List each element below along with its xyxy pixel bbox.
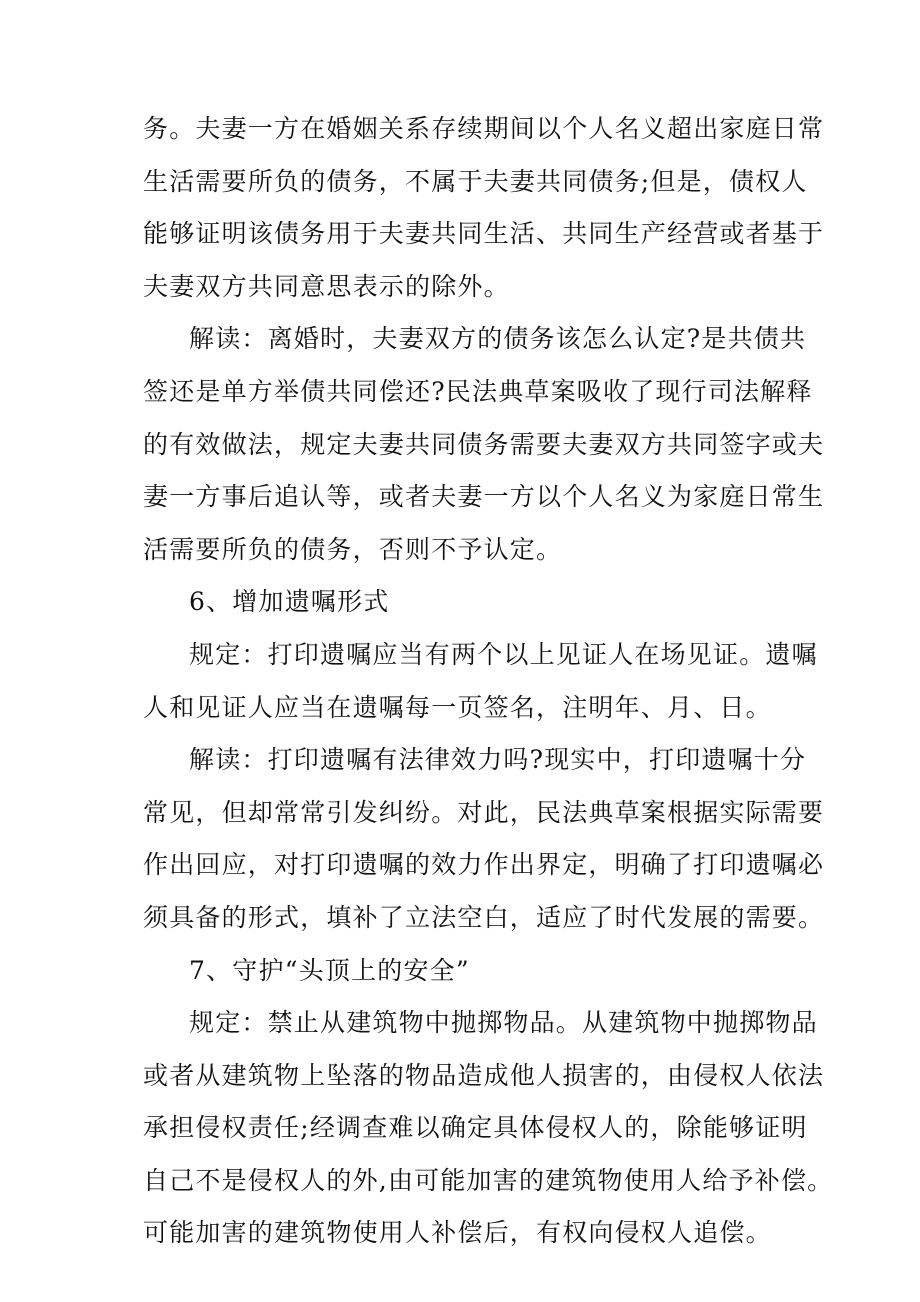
text-line: 妻一方事后追认等，或者夫妻一方以个人名义为家庭日常生 [143,482,825,512]
text-line: 签还是单方举债共同偿还?民法典草案吸收了现行司法解释 [143,376,813,406]
text-line: 须具备的形式，填补了立法空白，适应了时代发展的需要。 [143,902,825,932]
document-body [143,103,834,1260]
section-heading: 6、增加遗嘱形式 [189,587,390,617]
text-line: 自己不是侵权人的外,由可能加害的建筑物使用人给予补偿。 [143,1165,834,1195]
text-line: 承担侵权责任;经调查难以确定具体侵权人的，除能够证明 [143,1113,808,1143]
text-line: 能够证明该债务用于夫妻共同生活、共同生产经营或者基于 [143,219,825,249]
text-line: 人和见证人应当在遗嘱每一页签名，注明年、月、日。 [143,692,772,722]
text-line: 解读：打印遗嘱有法律效力吗?现实中，打印遗嘱十分 [189,745,807,775]
text-line: 规定：禁止从建筑物中抛掷物品。从建筑物中抛掷物品 [189,1008,818,1038]
text-line: 活需要所负的债务，否则不予认定。 [143,534,563,564]
section-heading: 7、守护“头顶上的安全” [189,955,470,985]
text-line: 解读：离婚时，夫妻双方的债务该怎么认定?是共债共 [189,324,807,354]
text-line: 可能加害的建筑物使用人补偿后，有权向侵权人追偿。 [143,1218,772,1248]
text-line: 的有效做法，规定夫妻共同债务需要夫妻双方共同签字或夫 [143,429,825,459]
text-line: 规定：打印遗嘱应当有两个以上见证人在场见证。遗嘱 [189,639,818,669]
text-line: 作出回应，对打印遗嘱的效力作出界定，明确了打印遗嘱必 [143,850,825,880]
text-line: 生活需要所负的债务，不属于夫妻共同债务;但是，债权人 [143,166,808,196]
text-line: 常见，但却常常引发纠纷。对此，民法典草案根据实际需要 [143,797,825,827]
text-line: 夫妻双方共同意思表示的除外。 [143,271,510,301]
text-line: 或者从建筑物上坠落的物品造成他人损害的，由侵权人依法 [143,1060,825,1090]
text-line: 务。夫妻一方在婚姻关系存续期间以个人名义超出家庭日常 [143,114,825,143]
